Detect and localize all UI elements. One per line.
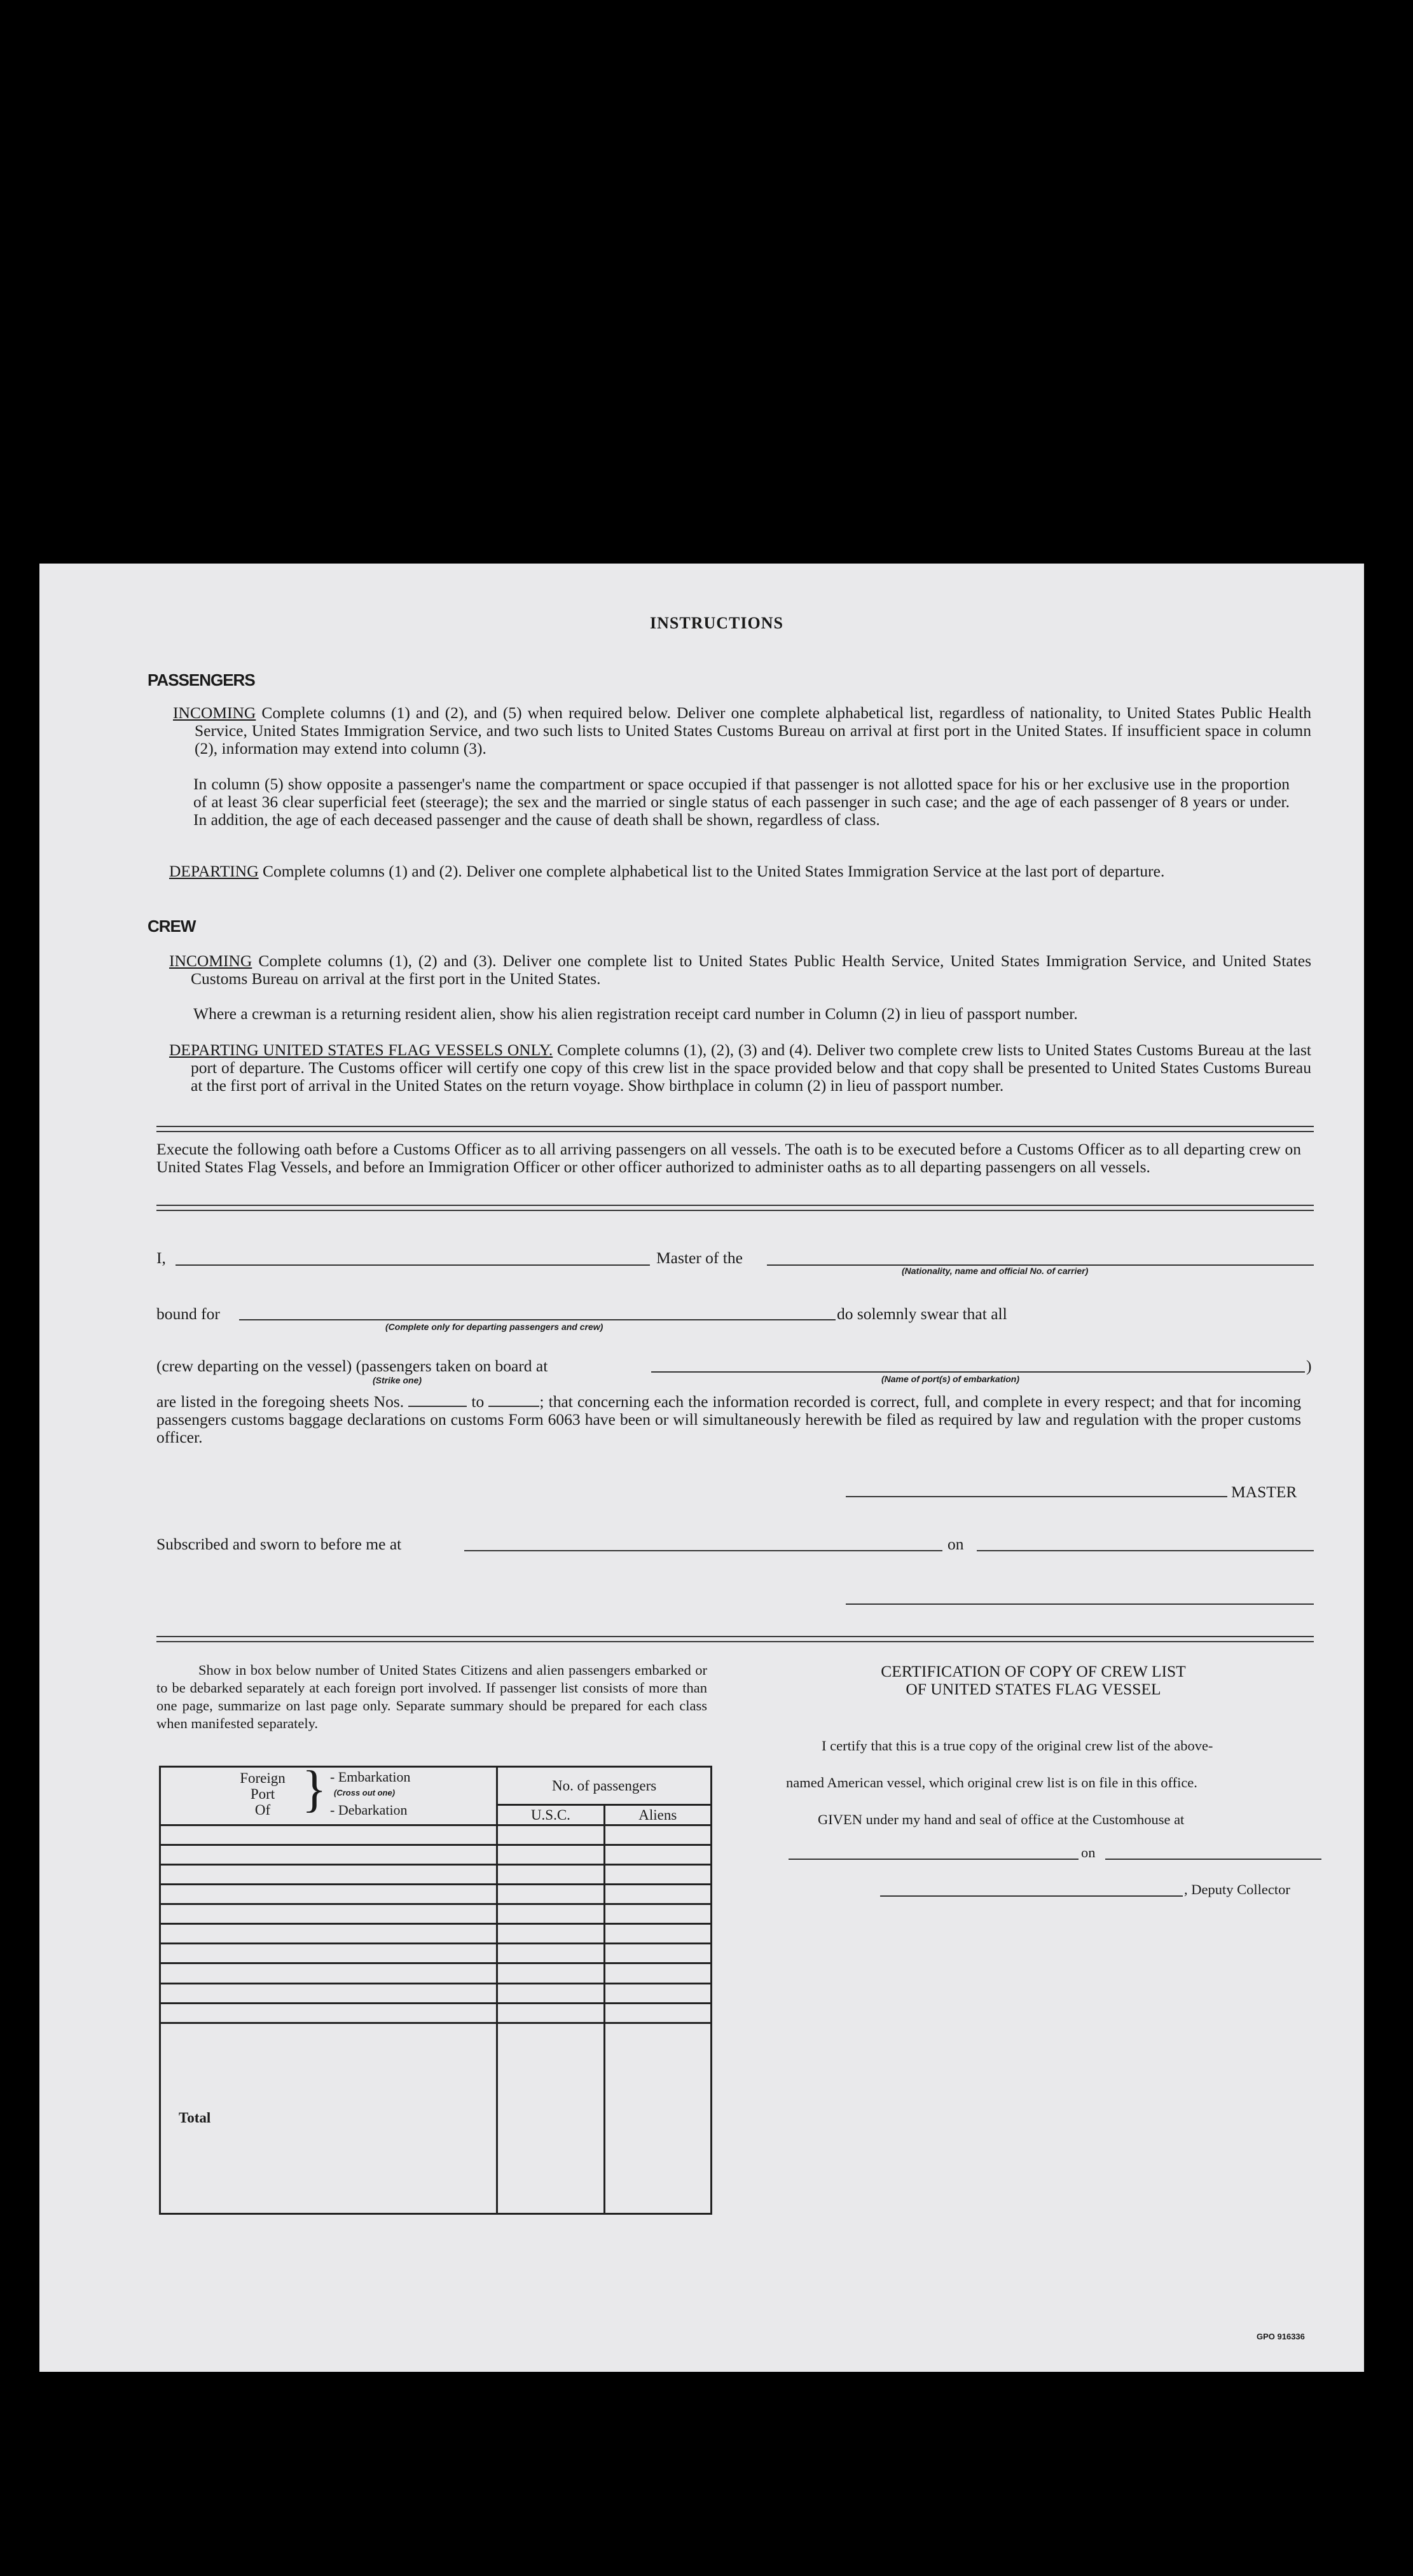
port-caption: (Name of port(s) of embarkation)	[881, 1374, 1020, 1384]
deputy-signature-field[interactable]	[880, 1895, 1183, 1897]
total-label: Total	[160, 2023, 497, 2213]
customhouse-field[interactable]	[789, 1859, 1079, 1860]
sworn-on-label: on	[948, 1535, 964, 1553]
table-row	[160, 1865, 712, 1885]
usc-cell[interactable]	[497, 1924, 604, 1944]
sworn-place-field[interactable]	[464, 1550, 942, 1551]
passengers-column5-paragraph: In column (5) show opposite a passenger's name the compartment or space occupied if that passenger is not allotted space for his or her exclusive use in the proportion of at least 36 clear superficial feet (steerage); the sex and the married or single status of each passenger in such case; and the age of each passenger of 8 years or under. In addition, the age of each deceased passenger and the cause of death shall be shown, regardless of class.	[193, 775, 1290, 829]
no-of-passengers-header: No. of passengers	[497, 1767, 712, 1805]
divider	[156, 1126, 1314, 1132]
crew-incoming-label: INCOMING	[169, 952, 252, 970]
brace-icon: }	[302, 1761, 327, 1817]
subscribed-label: Subscribed and sworn to before me at	[156, 1535, 402, 1553]
sheet-to-field[interactable]	[488, 1394, 539, 1407]
usc-cell[interactable]	[497, 1825, 604, 1845]
table-row	[160, 1924, 712, 1944]
crew-incoming-text: Complete columns (1), (2) and (3). Deliver one complete list to United States Public Health Service, United States Immigration Service, and United States Customs Bureau on arrival at the first port in the United States.	[191, 952, 1311, 988]
table-row	[160, 1963, 712, 1983]
crew-departing-label: DEPARTING UNITED STATES FLAG VESSELS ONLY.	[169, 1041, 553, 1059]
table-row	[160, 1944, 712, 1963]
table-row	[160, 2003, 712, 2023]
crew-departing-text: Complete columns (1), (2), (3) and (4). Deliver two complete crew lists to United States Customs Bureau at the last port of departure. The Customs officer will certify one copy of this crew list in the space provided below and that copy shall be presented to United States Customs Bureau at the first port of arrival in the United States on the return voyage. Show birthplace in column (2) in lieu of passport number.	[191, 1041, 1312, 1095]
sworn-date-field[interactable]	[977, 1550, 1314, 1551]
bound-for-field[interactable]	[239, 1319, 836, 1320]
port-cell[interactable]	[160, 1885, 497, 1904]
embarkation-label: - Embarkation	[330, 1769, 411, 1785]
crew-departing-paragraph	[169, 1041, 1311, 1095]
usc-cell[interactable]	[497, 1885, 604, 1904]
aliens-header: Aliens	[604, 1805, 711, 1825]
master-name-field[interactable]	[176, 1264, 650, 1266]
foreign-port-of-label	[231, 1770, 294, 1818]
passenger-summary-table	[159, 1761, 712, 2215]
certification-heading-2: OF UNITED STATES FLAG VESSEL	[906, 1680, 1161, 1698]
sheets-to-label: to	[471, 1392, 485, 1411]
total-usc-cell[interactable]	[497, 2023, 604, 2213]
certification-heading-1: CERTIFICATION OF COPY OF CREW LIST	[881, 1662, 1186, 1680]
port-cell[interactable]	[160, 1983, 497, 2003]
total-row	[160, 2023, 712, 2213]
bound-caption: (Complete only for departing passengers and crew)	[385, 1322, 603, 1332]
table-row	[160, 1983, 712, 2003]
crew-heading: CREW	[148, 917, 196, 936]
sheets-label: are listed in the foregoing sheets Nos.	[156, 1392, 404, 1411]
aliens-cell[interactable]	[604, 1845, 711, 1865]
usc-header: U.S.C.	[497, 1805, 604, 1825]
debarkation-label: - Debarkation	[330, 1802, 408, 1818]
passengers-incoming-paragraph	[173, 704, 1311, 758]
table-row	[160, 1845, 712, 1865]
master-label: MASTER	[1231, 1483, 1297, 1501]
passengers-incoming-text: Complete columns (1) and (2), and (5) when required below. Deliver one complete alphabetical list, regardless of nationality, to United States Public Health Service, United States Immigration Service, and two such lists to United States Customs Bureau on arrival at first port in the United States. If insufficient space in column (2), information may extend into column (3).	[195, 703, 1312, 758]
certification-on-label: on	[1081, 1845, 1096, 1860]
port-cell[interactable]	[160, 2003, 497, 2023]
summary-instruction: Show in box below number of United States Citizens and alien passengers embarked or to be debarked separately at each foreign port involved. If passenger list consists of more than one page, summarize on last page only. Separate summary should be prepared for each class when manifested separately.	[156, 1662, 707, 1731]
of-label: Of	[254, 1802, 271, 1818]
sheets-text: ; that concerning each the information recorded is correct, full, and complete in every respect; and that for incoming passengers customs baggage declarations on customs Form 6063 have been or will simultaneously herewith be filed as required by law and regulation with the proper customs officer.	[156, 1392, 1302, 1446]
port-cell[interactable]	[160, 1963, 497, 1983]
aliens-cell[interactable]	[604, 1904, 711, 1924]
certification-line-3: GIVEN under my hand and seal of office at the Customhouse at	[818, 1811, 1185, 1827]
passengers-departing-text: Complete columns (1) and (2). Deliver one complete alphabetical list to the United States Immigration Service at the last port of departure.	[263, 862, 1165, 880]
usc-cell[interactable]	[497, 1963, 604, 1983]
port-cell[interactable]	[160, 1944, 497, 1963]
port-cell[interactable]	[160, 1845, 497, 1865]
swear-text: do solemnly swear that all	[837, 1305, 1007, 1323]
table-row	[160, 1825, 712, 1845]
crew-departing-label: (crew departing on the vessel) (passengers taken on board at	[156, 1357, 548, 1375]
certification-line-1: I certify that this is a true copy of the original crew list of the above-	[822, 1738, 1213, 1754]
table-row	[160, 1904, 712, 1924]
strike-one-caption: (Strike one)	[373, 1375, 422, 1385]
port-label: Port	[250, 1786, 275, 1802]
passengers-departing-label: DEPARTING	[169, 862, 259, 880]
port-cell[interactable]	[160, 1904, 497, 1924]
aliens-cell[interactable]	[604, 1825, 711, 1845]
usc-cell[interactable]	[497, 1944, 604, 1963]
aliens-cell[interactable]	[604, 1885, 711, 1904]
crew-alien-paragraph: Where a crewman is a returning resident alien, show his alien registration receipt card number in Column (2) in lieu of passport number.	[193, 1004, 1078, 1023]
usc-cell[interactable]	[497, 2003, 604, 2023]
usc-cell[interactable]	[497, 1845, 604, 1865]
port-cell[interactable]	[160, 1924, 497, 1944]
cross-out-one-caption: (Cross out one)	[334, 1788, 396, 1797]
deputy-collector-label: , Deputy Collector	[1184, 1881, 1290, 1897]
close-paren: )	[1306, 1357, 1312, 1375]
aliens-cell[interactable]	[604, 1963, 711, 1983]
aliens-cell[interactable]	[604, 1924, 711, 1944]
divider	[156, 1205, 1314, 1211]
divider	[156, 1636, 1314, 1642]
master-signature-field[interactable]	[846, 1496, 1227, 1497]
aliens-cell[interactable]	[604, 1944, 711, 1963]
crew-incoming-paragraph	[169, 952, 1311, 988]
sheets-paragraph	[156, 1393, 1301, 1446]
bound-for-label: bound for	[156, 1305, 220, 1323]
port-cell[interactable]	[160, 1825, 497, 1845]
officer-signature-field[interactable]	[846, 1603, 1314, 1605]
carrier-caption: (Nationality, name and official No. of carrier)	[902, 1266, 1089, 1276]
gpo-code: GPO 916336	[1257, 2332, 1305, 2341]
aliens-cell[interactable]	[604, 1983, 711, 2003]
oath-i-label: I,	[156, 1249, 166, 1267]
usc-cell[interactable]	[497, 1983, 604, 2003]
aliens-cell[interactable]	[604, 2003, 711, 2023]
master-of-the-label: Master of the	[656, 1249, 743, 1267]
aliens-cell[interactable]	[604, 1865, 711, 1885]
total-aliens-cell[interactable]	[604, 2023, 711, 2213]
port-cell[interactable]	[160, 1865, 497, 1885]
usc-cell[interactable]	[497, 1865, 604, 1885]
table-row	[160, 1885, 712, 1904]
port-header-cell	[160, 1761, 497, 1825]
embarkation-port-field[interactable]	[651, 1371, 1305, 1373]
page-title: INSTRUCTIONS	[650, 614, 783, 632]
passengers-heading: PASSENGERS	[148, 670, 255, 689]
sheet-from-field[interactable]	[408, 1394, 467, 1407]
oath-instruction: Execute the following oath before a Customs Officer as to all arriving passengers on all vessels. The oath is to be executed before a Customs Officer as to all departing crew on United States Flag Vessels, and before an Immigration Officer or other officer authorized to administer oaths as to all departing passengers on all vessels.	[156, 1140, 1301, 1176]
passengers-incoming-label: INCOMING	[173, 703, 256, 722]
passengers-departing-paragraph	[169, 862, 1311, 880]
foreign-label: Foreign	[240, 1770, 286, 1786]
certification-line-2: named American vessel, which original crew list is on file in this office.	[786, 1775, 1197, 1790]
certification-date-field[interactable]	[1105, 1859, 1321, 1860]
usc-cell[interactable]	[497, 1904, 604, 1924]
